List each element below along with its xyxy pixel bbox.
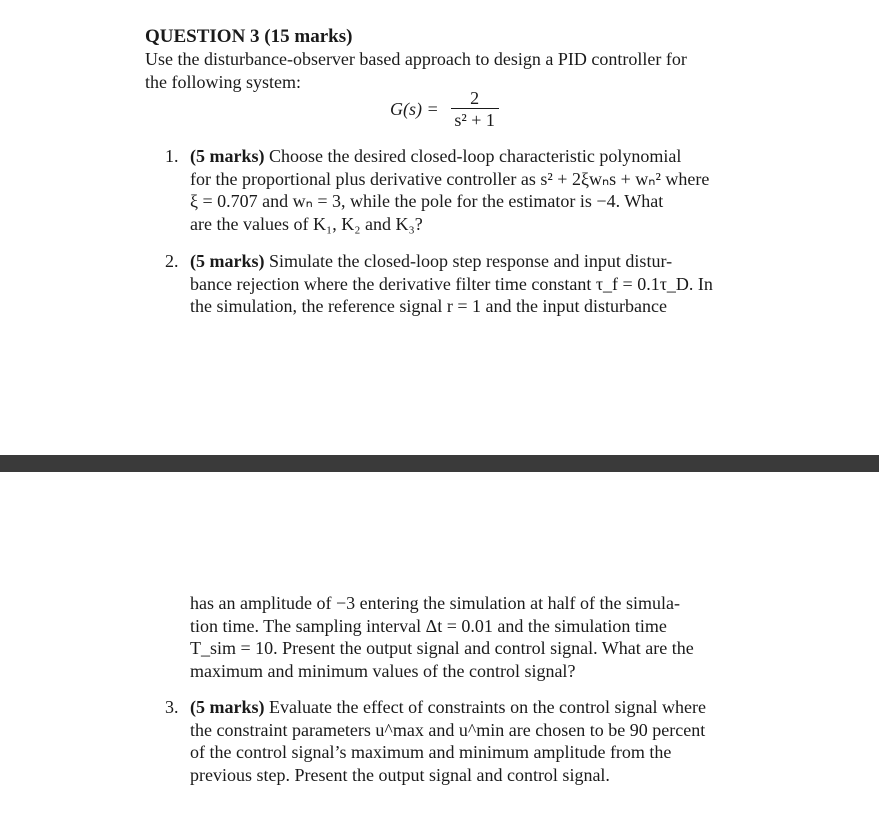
item-line: ξ = 0.707 and wₙ = 3, while the pole for the estimator is −4. What <box>190 191 664 211</box>
item-line <box>190 145 752 168</box>
item-marks: (5 marks) <box>190 697 265 717</box>
item-line: of the control signal’s maximum and minimum amplitude from the <box>190 742 672 762</box>
item-2-continuation <box>190 592 752 682</box>
item-number: 2. <box>165 251 179 271</box>
item-number: 1. <box>165 146 179 166</box>
item-marks: (5 marks) <box>190 146 265 166</box>
page-separator <box>0 455 879 472</box>
continuation-body <box>190 592 752 682</box>
item-line <box>190 250 752 273</box>
item-line: bance rejection where the derivative filter time constant τ_f = 0.1τ_D. In <box>190 273 713 294</box>
intro-line: Use the disturbance-observer based approach to design a PID controller for <box>145 49 687 69</box>
item-line: the constraint parameters u^max and u^min are chosen to be 90 percent <box>190 719 706 740</box>
item-line <box>190 696 752 719</box>
item-line: maximum and minimum values of the control signal? <box>190 660 576 681</box>
equation-denominator: s² + 1 <box>454 110 495 130</box>
item-body <box>190 696 752 786</box>
intro-line: the following system: <box>145 71 301 92</box>
item-marks: (5 marks) <box>190 251 265 271</box>
question-title: QUESTION 3 (15 marks) <box>145 26 353 47</box>
item-body <box>190 145 752 235</box>
equation-numerator: 2 <box>470 88 480 108</box>
item-line-text: Simulate the closed-loop step response and input distur- <box>269 251 673 271</box>
item-body <box>190 250 752 318</box>
item-number: 3. <box>165 697 179 717</box>
transfer-function-equation <box>390 88 499 131</box>
equation-fraction <box>451 88 499 131</box>
item-line-text: Choose the desired closed-loop characteristic polynomial <box>269 146 682 166</box>
equation-lhs: G(s) = <box>390 99 439 119</box>
item-line: previous step. Present the output signal and control signal. <box>190 764 610 785</box>
item-line: for the proportional plus derivative controller as s² + 2ξwₙs + wₙ² where <box>190 168 710 189</box>
item-line: has an amplitude of −3 entering the simulation at half of the simula- <box>190 593 681 613</box>
item-line: are the values of K₁, K₂ and K₃? <box>190 213 423 234</box>
item-line: the simulation, the reference signal r = 1 and the input disturbance <box>190 296 667 316</box>
item-line: tion time. The sampling interval Δt = 0.01 and the simulation time <box>190 615 667 636</box>
question-intro <box>145 48 687 93</box>
item-line: T_sim = 10. Present the output signal and control signal. What are the <box>190 638 694 658</box>
item-line-text: Evaluate the effect of constraints on the control signal where <box>269 697 707 717</box>
